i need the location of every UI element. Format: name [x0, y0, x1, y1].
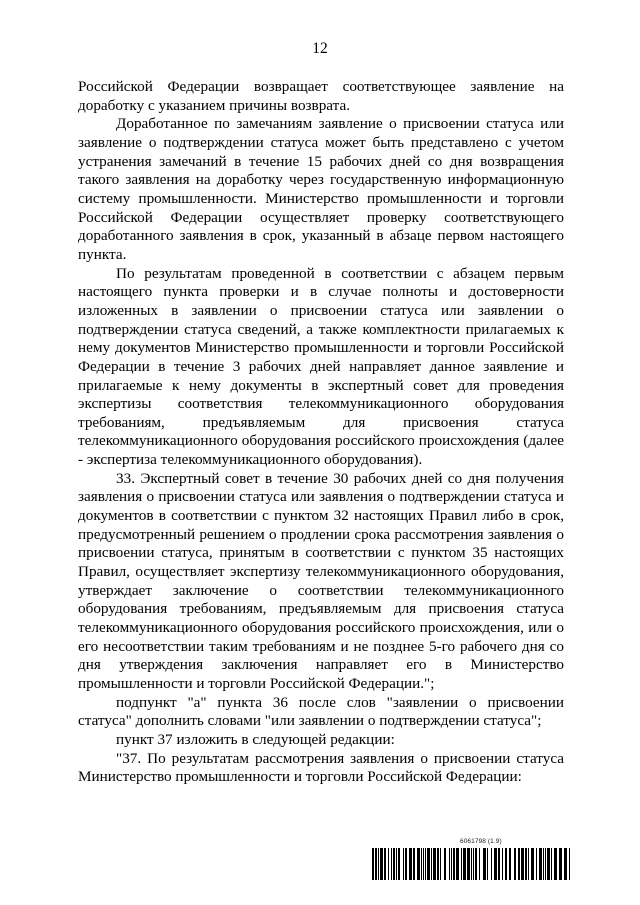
- barcode-bar: [554, 848, 557, 880]
- paragraph: пункт 37 изложить в следующей редакции:: [116, 730, 395, 748]
- paragraph: Доработанное по замечаниям заявление о присвоении статуса или заявление о подтверждении статуса может быть представлено с учетом устранения замечаний в течение 15 рабочих дней со дня возвращения такого заявления на доработку через государственную информационную систему промышленности. Министерство промышленности и торговли Российской Федерации осуществляет проверку соответствующего доработанного заявления в срок, указанный в абзаце первом настоящего пункта.: [78, 115, 564, 263]
- barcode-bar: [545, 848, 546, 880]
- barcode-bar: [449, 848, 450, 880]
- barcode-bar: [521, 848, 524, 880]
- barcode-bar: [531, 848, 534, 880]
- barcode-bar: [423, 848, 424, 880]
- barcode-bar: [514, 848, 516, 880]
- barcode-bar: [409, 848, 412, 880]
- barcode-bar: [461, 848, 462, 880]
- barcode-bar: [569, 848, 570, 880]
- barcode-bar: [456, 848, 459, 880]
- barcode-bar: [440, 848, 441, 880]
- barcode-bar: [453, 848, 455, 880]
- barcode-bar: [483, 848, 486, 880]
- barcode-bar: [559, 848, 562, 880]
- barcode-bar: [451, 848, 452, 880]
- barcode-bar: [475, 848, 477, 880]
- barcode-bar: [444, 848, 446, 880]
- document-code: 6061798 (1.9): [460, 838, 502, 845]
- barcode-bar: [393, 848, 395, 880]
- barcode-bar: [378, 848, 379, 880]
- paragraph: 33. Экспертный совет в течение 30 рабочих дней со дня получения заявления о присвоении статуса или заявления о подтверждении статуса и документов в соответствии с пунктом 32 настоящих Правил либо в срок, предусмотренный решением о продлении срока рассмотрения заявления о присвоении статуса, принятым в соответствии с пунктом 35 настоящих Правил, осуществляет экспертизу телекоммуникационного оборудования, утверждает заключение о соответствии телекоммуникационного оборудования требованиям, предъявляемым для присвоения статуса телекоммуникационного оборудования российского происхождения, или о его несоответствии таким требованиям и не позднее 5-го рабочего дня со дня утверждения заключения направляет его в Министерство промышленности и торговли Российской Федерации.";: [78, 469, 564, 692]
- barcode-bar: [502, 848, 503, 880]
- barcode-bar: [396, 848, 397, 880]
- barcode-bar: [417, 848, 420, 880]
- barcode-bar: [491, 848, 492, 880]
- barcode-bar: [425, 848, 426, 880]
- barcode-bar: [403, 848, 404, 880]
- barcode-bar: [543, 848, 544, 880]
- page-number: 12: [312, 40, 328, 57]
- barcode-bar: [536, 848, 537, 880]
- barcode-bar: [463, 848, 466, 880]
- barcode-bar: [391, 848, 392, 880]
- barcode-bar: [551, 848, 552, 880]
- barcode-icon: [372, 848, 570, 880]
- barcode-bar: [427, 848, 430, 880]
- barcode-bar: [494, 848, 497, 880]
- barcode-bar: [437, 848, 439, 880]
- paragraph: "37. По результатам рассмотрения заявления о присвоении статуса Министерство промышленности и торговли Российской Федерации:: [78, 749, 564, 786]
- barcode-bar: [547, 848, 550, 880]
- barcode-bar: [479, 848, 480, 880]
- barcode-bar: [405, 848, 407, 880]
- barcode-bar: [509, 848, 511, 880]
- barcode-bar: [413, 848, 415, 880]
- barcode-bar: [539, 848, 542, 880]
- barcode-bar: [375, 848, 377, 880]
- barcode-bar: [505, 848, 507, 880]
- barcode-bar: [525, 848, 527, 880]
- barcode-bar: [487, 848, 488, 880]
- barcode-bar: [528, 848, 529, 880]
- barcode-bar: [518, 848, 520, 880]
- barcode-bar: [433, 848, 436, 880]
- barcode-bar: [384, 848, 386, 880]
- document-footer: [372, 838, 570, 882]
- paragraph: По результатам проведенной в соответствии с абзацем первым настоящего пункта проверки и в случае полноты и достоверности изложенных в заявлении о присвоении статуса или заявлении о подтверждении статуса сведений, а также комплектности прилагаемых к нему документов Министерство промышленности и торговли Российской Федерации в течение 3 рабочих дней направляет данное заявление и прилагаемые к нему документы в экспертный совет для проведения экспертизы соответствия телекоммуникационного оборудования требованиям, предъявляемым для присвоения статуса телекоммуникационного оборудования российского происхождения (далее - экспертиза телекоммуникационного оборудования).: [78, 264, 564, 469]
- barcode-bar: [471, 848, 472, 880]
- barcode-bar: [431, 848, 432, 880]
- barcode-bar: [380, 848, 383, 880]
- paragraph: подпункт "а" пункта 36 после слов "заявлении о присвоении статуса" дополнить словами "или заявлении о подтверждении статуса";: [78, 693, 564, 730]
- paragraph: Российской Федерации возвращает соответствующее заявление на доработку с указанием причины возврата.: [78, 78, 564, 114]
- barcode-bar: [421, 848, 422, 880]
- barcode-bar: [473, 848, 474, 880]
- barcode-bar: [467, 848, 470, 880]
- barcode-bar: [498, 848, 500, 880]
- body-text: [78, 78, 564, 787]
- barcode-bar: [388, 848, 389, 880]
- barcode-bar: [564, 848, 567, 880]
- barcode-bar: [372, 848, 374, 880]
- barcode-bar: [398, 848, 400, 880]
